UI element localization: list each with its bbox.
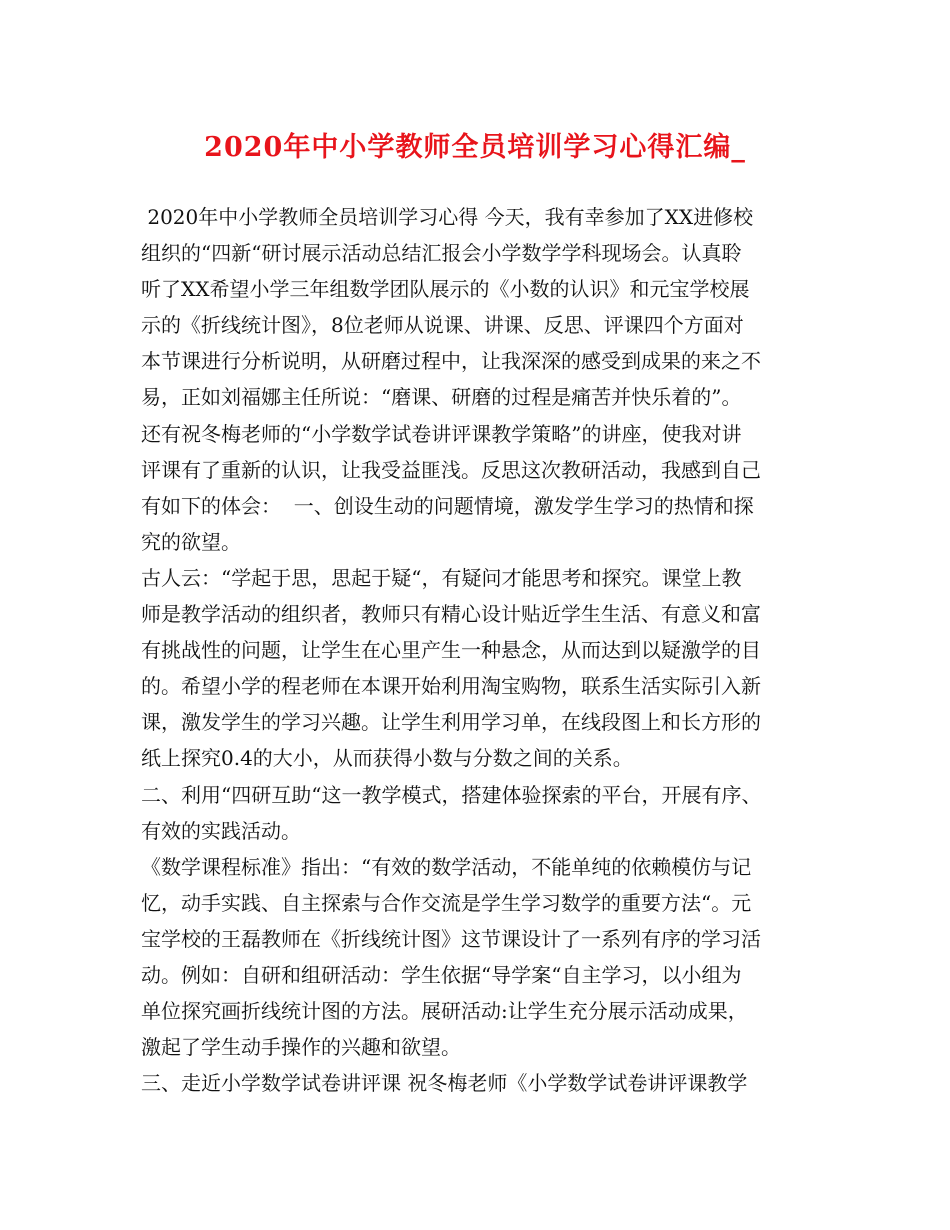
body-line: 单位探究画折线统计图的方法。展研活动:让学生充分展示活动成果， (141, 999, 748, 1024)
body-line: 二、利用“四研互助“这一教学模式，搭建体验探索的平台，开展有序、 (141, 782, 762, 807)
body-line: 三、走近小学数学试卷讲评课 祝冬梅老师《小学数学试卷讲评课教学 (141, 1071, 748, 1096)
body-line: 有效的实践活动。 (141, 818, 301, 843)
body-line: 易，正如刘福娜主任所说：“磨课、研磨的过程是痛苦并快乐着的”。 (141, 385, 742, 410)
body-line: 组织的“四新“研讨展示活动总结汇报会小学数学学科现场会。认真聆 (141, 241, 742, 266)
body-line: 有挑战性的问题，让学生在心里产生一种悬念，从而达到以疑激学的目 (141, 638, 761, 663)
body-line: 2020年中小学教师全员培训学习心得 今天，我有幸参加了XX进修校 (141, 205, 754, 229)
document-body (141, 199, 826, 1101)
body-line: 古人云：“学起于思，思起于疑“，有疑问才能思考和探究。课堂上教 (141, 565, 742, 590)
body-line: 忆，动手实践、自主探索与合作交流是学生学习数学的重要方法“。元 (141, 890, 752, 915)
body-line: 激起了学生动手操作的兴趣和欲望。 (141, 1035, 461, 1060)
body-line: 的。希望小学的程老师在本课开始利用淘宝购物，联系生活实际引入新 (141, 674, 761, 699)
body-line: 评课有了重新的认识，让我受益匪浅。反思这次教研活动，我感到自己 (141, 457, 761, 482)
body-line: 课，激发学生的学习兴趣。让学生利用学习单，在线段图上和长方形的 (141, 710, 761, 735)
body-line: 《数学课程标准》指出：“有效的数学活动，不能单纯的依赖模仿与记 (141, 854, 752, 879)
body-line: 听了XX希望小学三年组数学团队展示的《小数的认识》和元宝学校展 (141, 277, 750, 302)
document-title: 2020年中小学教师全员培训学习心得汇编_ (204, 132, 746, 163)
body-line: 动。例如：自研和组研活动：学生依据“导学案“自主学习，以小组为 (141, 962, 742, 987)
body-line: 本节课进行分析说明，从研磨过程中，让我深深的感受到成果的来之不 (141, 349, 761, 374)
body-line: 究的欲望。 (141, 529, 241, 554)
body-line: 宝学校的王磊教师在《折线统计图》这节课设计了一系列有序的学习活 (141, 926, 761, 951)
body-line: 纸上探究0.4的大小，从而获得小数与分数之间的关系。 (141, 746, 633, 771)
body-line: 有如下的体会： 一、创设生动的问题情境，激发学生学习的热情和探 (141, 493, 754, 518)
body-line: 示的《折线统计图》，8位老师从说课、讲课、反思、评课四个方面对 (141, 313, 744, 338)
body-line: 师是教学活动的组织者，教师只有精心设计贴近学生生活、有意义和富 (141, 602, 761, 627)
body-line: 还有祝冬梅老师的“小学数学试卷讲评课教学策略”的讲座，使我对讲 (141, 421, 742, 446)
